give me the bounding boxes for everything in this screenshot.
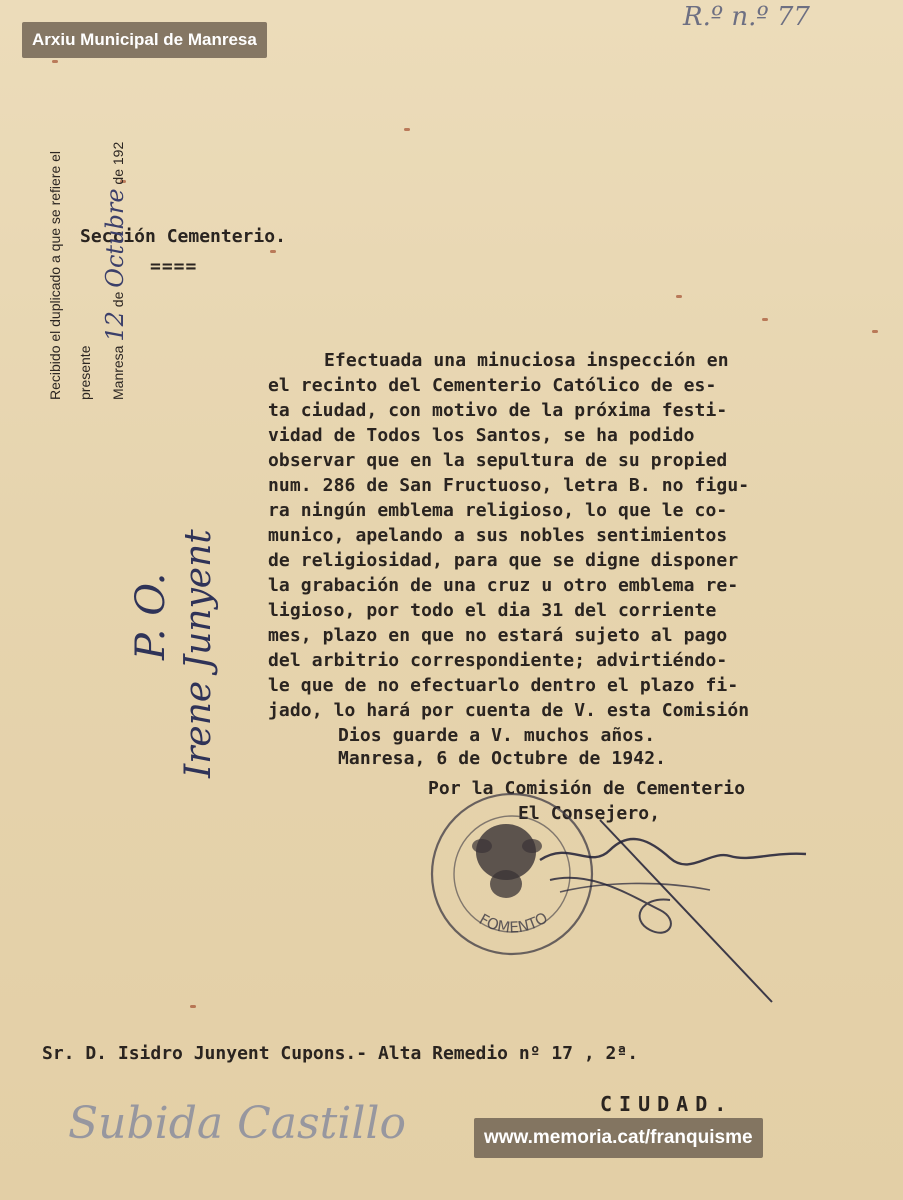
- signatory-committee: Por la Comisión de Cementerio: [428, 778, 746, 799]
- addressee: Sr. D. Isidro Junyent Cupons.- Alta Remedio nº 17 , 2ª.: [42, 1043, 639, 1064]
- receipt-year: de 192: [110, 141, 126, 185]
- body-line: munico, apelando a sus nobles sentimientos: [268, 525, 728, 546]
- reference-note: R.º n.º 77: [683, 2, 810, 32]
- body-line: la grabación de una cruz u otro emblema re-: [268, 575, 739, 596]
- body-line: de religiosidad, para que se digne disponer: [268, 550, 739, 571]
- receipt-de: de: [110, 291, 126, 308]
- closing-block: [338, 724, 666, 770]
- watermark-url: www.memoria.cat/franquisme: [474, 1118, 763, 1158]
- consejero-signature: [510, 800, 820, 1010]
- paper-stain: [190, 1005, 196, 1008]
- handwritten-note: Subida Castillo: [68, 1098, 406, 1149]
- paper-stain: [404, 128, 410, 131]
- archive-label: Arxiu Municipal de Manresa: [22, 22, 267, 58]
- body-line: le que de no efectuarlo dentro el plazo fi-: [268, 675, 739, 696]
- paper-stain: [52, 60, 58, 63]
- body-line: ra ningún emblema religioso, lo que le co-: [268, 500, 728, 521]
- paper-stain: [676, 295, 682, 298]
- receipt-present: presente: [77, 345, 93, 400]
- receipt-day: 12: [101, 311, 129, 342]
- place-date: Manresa, 6 de Octubre de 1942.: [338, 748, 667, 769]
- body-line: num. 286 de San Fructuoso, letra B. no figu-: [268, 475, 750, 496]
- receipt-city: Manresa: [110, 345, 126, 400]
- body-line: ta ciudad, con motivo de la próxima festi-: [268, 400, 728, 421]
- receipt-line: [70, 142, 100, 400]
- body-line: el recinto del Cementerio Católico de es-: [268, 375, 717, 396]
- addressee-city: CIUDAD.: [600, 1092, 734, 1116]
- body-line: mes, plazo en que no estará sujeto al pago: [268, 625, 728, 646]
- paper-stain: [872, 330, 878, 333]
- receipt-month: Octubre: [101, 188, 129, 288]
- letter-body: [268, 348, 900, 723]
- receipt-initials: P. O.: [128, 572, 174, 660]
- body-line: jado, lo hará por cuenta de V. esta Comisión: [268, 700, 750, 721]
- body-line: ligioso, por todo el dia 31 del corriente: [268, 600, 717, 621]
- paper-stain: [762, 318, 768, 321]
- receipt-date-line: [100, 142, 130, 400]
- signatory-role: El Consejero,: [518, 803, 661, 824]
- paper-stain: [270, 250, 276, 253]
- body-line: Efectuada una minuciosa inspección en: [324, 350, 729, 371]
- receipt-note: [40, 142, 130, 400]
- closing-greeting: Dios guarde a V. muchos años.: [338, 725, 656, 746]
- section-title: Sección Cementerio.: [80, 226, 286, 247]
- body-line: vidad de Todos los Santos, se ha podido: [268, 425, 695, 446]
- receipt-line: Recibido el duplicado a que se refiere el: [47, 150, 63, 400]
- body-line: observar que en la sepultura de su propied: [268, 450, 728, 471]
- receipt-signature: Irene Junyent: [178, 529, 219, 778]
- section-underline: ====: [150, 256, 198, 277]
- stamp-text: FOMENTO: [476, 908, 551, 937]
- body-line: del arbitrio correspondiente; advirtiéndo-: [268, 650, 728, 671]
